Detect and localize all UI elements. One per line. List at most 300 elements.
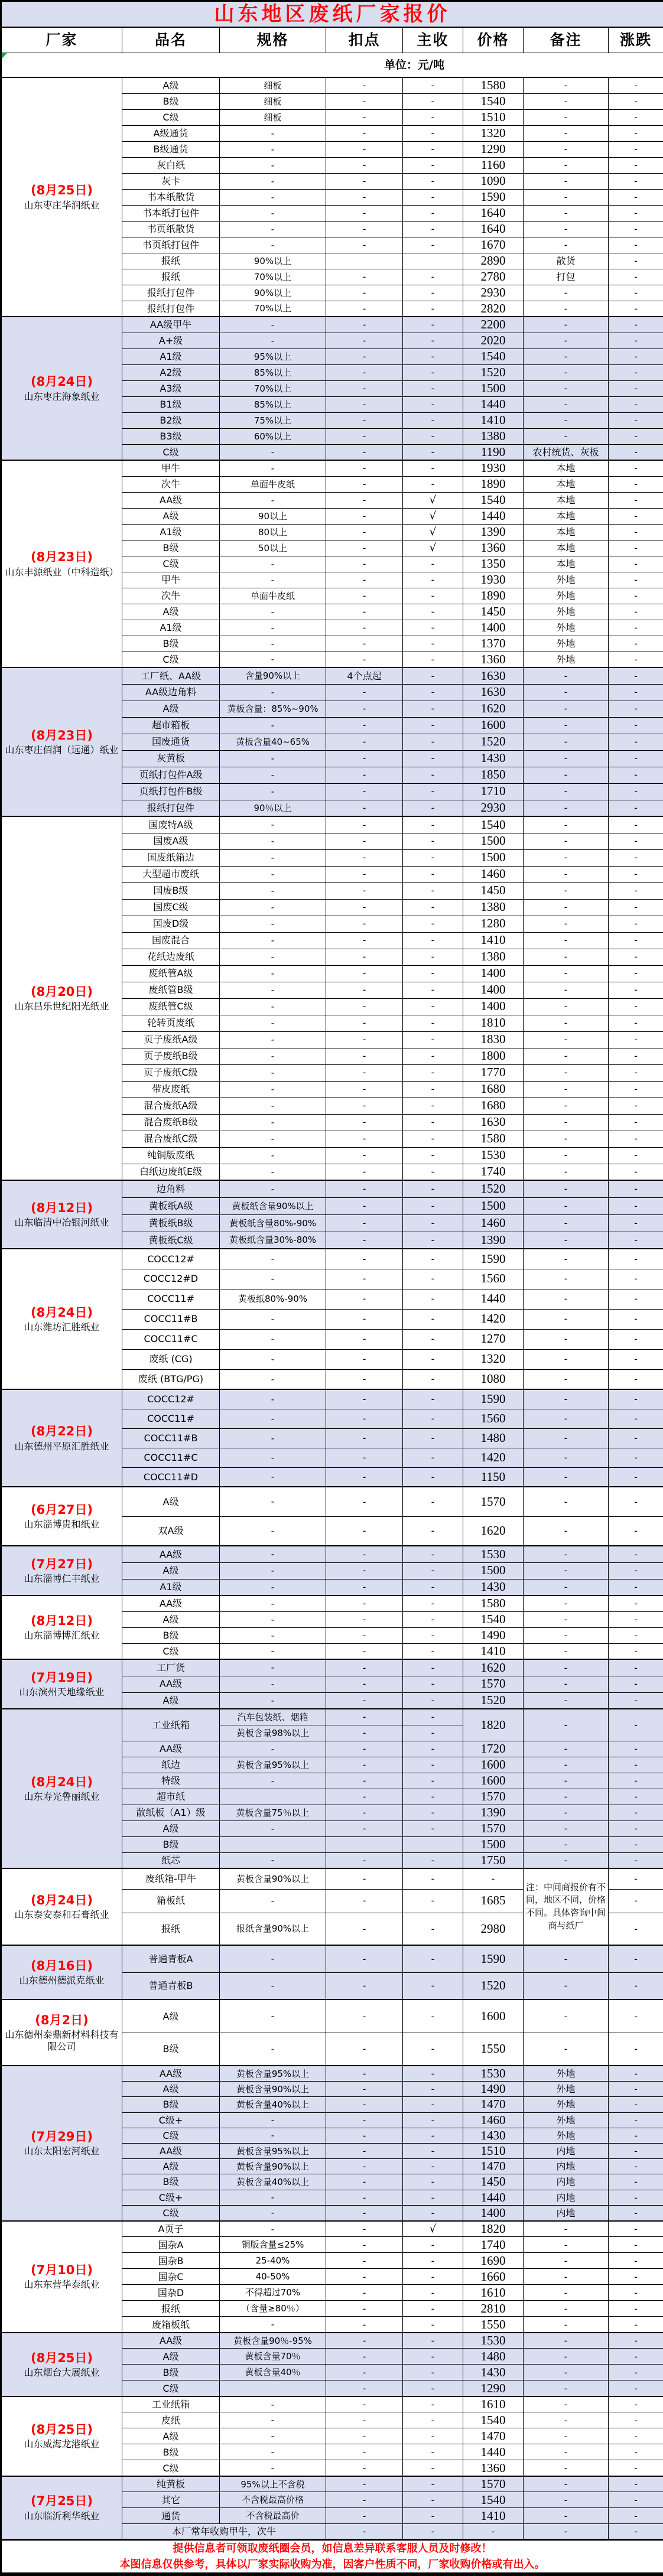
cell-spec: 黄板含量40~65% [220, 734, 326, 750]
cell-remark: 外地 [524, 588, 609, 604]
factory-cell [1, 317, 122, 460]
cell-spec: 50以上 [220, 540, 326, 556]
quote-date: (8月2日) [3, 2013, 121, 2028]
cell-price: 1930 [463, 460, 524, 476]
cell-price: 1490 [463, 1627, 524, 1643]
cell-remark: - [524, 364, 609, 380]
cell-main-collect: - [403, 2365, 463, 2380]
cell-remark: - [524, 1081, 609, 1098]
cell-product: 超市箱板 [122, 717, 220, 734]
cell-remark: - [524, 2412, 609, 2428]
cell-main-collect: - [403, 849, 463, 866]
cell-product: A1级 [122, 349, 220, 364]
factory-cell [1, 1709, 122, 1868]
factory-cell [1, 1595, 122, 1659]
cell-price: 1440 [463, 1289, 524, 1309]
cell-remark: 本地 [524, 476, 609, 492]
cell-price: 1590 [463, 1945, 524, 1972]
cell-price: 1810 [463, 1015, 524, 1031]
cell-product: 国杂A [122, 2237, 220, 2253]
cell-price: 1450 [463, 2174, 524, 2190]
cell-product: A页子 [122, 2221, 220, 2237]
cell-change: - [609, 2066, 663, 2082]
cell-price: 1600 [463, 1757, 524, 1773]
cell-change: - [609, 1015, 663, 1031]
cell-deduction: - [326, 317, 403, 333]
cell-spec: - [220, 1081, 326, 1098]
cell-deduction: - [326, 1945, 403, 1972]
cell-change: - [609, 604, 663, 620]
cell-product: 书页纸打包件 [122, 237, 220, 253]
cell-product: A级 [122, 1692, 220, 1709]
cell-price: 1320 [463, 125, 524, 141]
cell-remark: - [524, 1467, 609, 1487]
cell-main-collect: - [403, 412, 463, 428]
cell-deduction: - [326, 476, 403, 492]
cell-change: - [609, 1546, 663, 1562]
cell-remark: - [524, 2349, 609, 2365]
cell-price: 1570 [463, 1487, 524, 1516]
cell-product: B级 [122, 540, 220, 556]
cell-change: - [609, 1659, 663, 1676]
cell-deduction: - [326, 1289, 403, 1309]
cell-price: 1560 [463, 1269, 524, 1289]
cell-remark: - [524, 684, 609, 701]
cell-deduction: - [326, 2444, 403, 2460]
cell-deduction: - [326, 1031, 403, 1048]
cell-price: 1750 [463, 1852, 524, 1868]
cell-spec: - [220, 1467, 326, 1487]
cell-remark: - [524, 1611, 609, 1627]
cell-price: 1520 [463, 1692, 524, 1709]
cell-price: 1190 [463, 444, 524, 460]
cell-spec: 细板 [220, 93, 326, 109]
cell-main-collect: - [403, 1889, 463, 1913]
cell-product: 国废混合 [122, 932, 220, 949]
cell-remark: - [524, 1147, 609, 1164]
cell-price: 1090 [463, 173, 524, 189]
cell-change: - [609, 2221, 663, 2237]
cell-deduction: - [326, 2174, 403, 2190]
cell-remark: - [524, 1773, 609, 1789]
cell-change: - [609, 1428, 663, 1448]
cell-change: - [609, 572, 663, 588]
cell-deduction: - [326, 734, 403, 750]
cell-main-collect: - [403, 2066, 463, 2082]
cell-deduction: - [326, 1611, 403, 1627]
cell-main-collect: - [403, 667, 463, 684]
cell-deduction: - [326, 556, 403, 572]
cell-spec: - [220, 1180, 326, 1197]
cell-deduction: - [326, 1197, 403, 1214]
cell-deduction [326, 1836, 403, 1852]
cell-spec: 黄板含量95%以上 [220, 2066, 326, 2082]
cell-deduction: - [326, 1369, 403, 1389]
cell-change: - [609, 2143, 663, 2158]
cell-main-collect: - [403, 2476, 463, 2492]
cell-remark: - [524, 2269, 609, 2285]
cell-change: - [609, 77, 663, 93]
cell-remark: 内地 [524, 2143, 609, 2158]
quote-date: (8月25日) [3, 2422, 121, 2437]
cell-remark: 外地 [524, 2112, 609, 2128]
cell-main-collect: - [403, 1579, 463, 1595]
cell-price: 1520 [463, 1972, 524, 1999]
cell-price: 1390 [463, 524, 524, 540]
cell-deduction: - [326, 380, 403, 396]
cell-spec: 95%以上 [220, 349, 326, 364]
cell-main-collect: - [403, 1611, 463, 1627]
cell-price: 1290 [463, 2380, 524, 2396]
cell-main-collect: - [403, 1249, 463, 1269]
cell-price: 1390 [463, 1232, 524, 1249]
cell-main-collect: - [403, 949, 463, 965]
cell-spec: - [220, 916, 326, 932]
cell-price: 1280 [463, 916, 524, 932]
cell-product: 工厂纸、AA级 [122, 667, 220, 684]
cell-change: - [609, 652, 663, 667]
cell-deduction: - [326, 1913, 403, 1945]
cell-deduction: - [326, 1789, 403, 1805]
quote-date: (7月10日) [3, 2263, 121, 2278]
cell-spec: 汽车包装纸、烟箱 [220, 1709, 326, 1725]
cell-main-collect: - [403, 1081, 463, 1098]
quote-date: (8月12日) [3, 1614, 121, 1629]
cell-main-collect: √ [403, 524, 463, 540]
cell-main-collect: - [403, 205, 463, 221]
cell-price: 1710 [463, 783, 524, 800]
cell-deduction [326, 253, 403, 269]
cell-change: - [609, 380, 663, 396]
cell-spec: - [220, 1349, 326, 1369]
cell-spec: 报纸含量90%以上 [220, 1913, 326, 1945]
cell-change: - [609, 1773, 663, 1789]
cell-deduction: - [326, 1999, 403, 2033]
cell-product: 页子废纸A级 [122, 1031, 220, 1048]
company-name: 山东德州泰鼎新材料科技有限公司 [3, 2029, 121, 2051]
cell-main-collect: - [403, 2082, 463, 2097]
cell-price: - [463, 2524, 524, 2540]
cell-product: 废纸管A级 [122, 965, 220, 982]
cell-price: 1460 [463, 2112, 524, 2128]
cell-deduction: - [326, 2476, 403, 2492]
cell-remark: - [524, 1999, 609, 2033]
cell-spec [220, 1836, 326, 1852]
cell-price: 1410 [463, 412, 524, 428]
cell-spec: - [220, 2412, 326, 2428]
cell-deduction: - [326, 2237, 403, 2253]
cell-price: 1570 [463, 1676, 524, 1692]
cell-price: 1410 [463, 932, 524, 949]
cell-deduction: - [326, 2508, 403, 2524]
cell-deduction: - [326, 444, 403, 460]
cell-deduction: - [326, 866, 403, 882]
cell-remark: - [524, 2285, 609, 2301]
cell-spec: - [220, 1131, 326, 1147]
cell-product: COCC11#B [122, 1428, 220, 1448]
cell-change: - [609, 1889, 663, 1913]
cell-change: - [609, 717, 663, 734]
factory-cell [1, 2476, 122, 2540]
cell-deduction: - [326, 2159, 403, 2174]
cell-spec: - [220, 1309, 326, 1329]
cell-deduction: - [326, 684, 403, 701]
cell-main-collect: - [403, 109, 463, 125]
cell-deduction: - [326, 412, 403, 428]
cell-deduction: - [326, 173, 403, 189]
cell-spec: - [220, 1064, 326, 1081]
cell-change: - [609, 476, 663, 492]
cell-deduction: - [326, 899, 403, 916]
cell-remark: 散货 [524, 253, 609, 269]
cell-product: A级 [122, 2428, 220, 2444]
cell-change: - [609, 2128, 663, 2143]
cell-price: 1430 [463, 1579, 524, 1595]
cell-main-collect: - [403, 767, 463, 783]
cell-main-collect [403, 1836, 463, 1852]
cell-remark: - [524, 428, 609, 444]
quote-date: (8月25日) [3, 183, 121, 198]
cell-main-collect: - [403, 1164, 463, 1180]
cell-spec: - [220, 620, 326, 636]
cell-product: C级 [122, 556, 220, 572]
cell-product: 大型超市废纸 [122, 866, 220, 882]
company-name: 山东淄博贵和纸业 [3, 1519, 121, 1530]
cell-remark: - [524, 1972, 609, 1999]
cell-main-collect: - [403, 2253, 463, 2269]
factory-cell [1, 816, 122, 1180]
cell-spec: 黄板含量90%以上 [220, 1868, 326, 1889]
cell-change: - [609, 109, 663, 125]
cell-change: - [609, 636, 663, 652]
cell-price: 2810 [463, 2301, 524, 2317]
cell-remark: - [524, 1562, 609, 1579]
cell-spec: - [220, 1562, 326, 1579]
cell-remark: - [524, 750, 609, 767]
cell-product: AA级边角料 [122, 684, 220, 701]
cell-price: 1740 [463, 1164, 524, 1180]
cell-change: - [609, 833, 663, 849]
cell-deduction: - [326, 588, 403, 604]
cell-price: 1380 [463, 949, 524, 965]
cell-spec: - [220, 460, 326, 476]
cell-deduction: - [326, 767, 403, 783]
footer-note [1, 2540, 663, 2575]
cell-remark: - [524, 1516, 609, 1546]
cell-remark: - [524, 1757, 609, 1773]
cell-spec: 含量90%以上 [220, 667, 326, 684]
cell-spec: - [220, 2428, 326, 2444]
column-header-main-collect: 主收 [403, 27, 463, 53]
cell-change: - [609, 767, 663, 783]
cell-deduction: - [326, 93, 403, 109]
factory-cell [1, 2066, 122, 2221]
cell-deduction: - [326, 1627, 403, 1643]
cell-deduction: - [326, 1269, 403, 1289]
cell-main-collect: - [403, 1852, 463, 1868]
cell-price: 1720 [463, 1741, 524, 1757]
cell-product: 黄板纸B级 [122, 1214, 220, 1232]
cell-remark: - [524, 1249, 609, 1269]
cell-spec: 不得超过70% [220, 2285, 326, 2301]
cell-deduction: - [326, 1757, 403, 1773]
cell-price: 1600 [463, 717, 524, 734]
cell-change: - [609, 508, 663, 524]
cell-remark: 内地 [524, 2159, 609, 2174]
cell-spec: - [220, 833, 326, 849]
cell-deduction: - [326, 1180, 403, 1197]
cell-product: A1级 [122, 524, 220, 540]
cell-deduction: - [326, 460, 403, 476]
cell-price: 1380 [463, 899, 524, 916]
cell-change: - [609, 285, 663, 301]
cell-product: 带皮废纸 [122, 1081, 220, 1098]
cell-deduction: - [326, 1147, 403, 1164]
cell-deduction: - [326, 125, 403, 141]
cell-deduction: - [326, 2492, 403, 2508]
cell-remark: - [524, 1048, 609, 1064]
cell-price: 1470 [463, 2097, 524, 2112]
cell-spec: 70%以上 [220, 301, 326, 317]
cell-main-collect: - [403, 783, 463, 800]
quote-date: (8月16日) [3, 1959, 121, 1973]
cell-product: A级 [122, 701, 220, 717]
cell-product: 废纸 (CG) [122, 1349, 220, 1369]
cell-spec: - [220, 816, 326, 833]
cell-remark: - [524, 1180, 609, 1197]
company-name: 山东淄博博汇纸业 [3, 1630, 121, 1641]
cell-change: - [609, 1913, 663, 1945]
cell-product: 本厂常年收购甲牛，次牛 [122, 2524, 326, 2540]
cell-remark: - [524, 1595, 609, 1611]
cell-change: - [609, 949, 663, 965]
cell-remark: - [524, 1709, 609, 1741]
cell-remark: - [524, 1428, 609, 1448]
cell-price: 1570 [463, 2476, 524, 2492]
cell-deduction: - [326, 1249, 403, 1269]
cell-product: 国废特A级 [122, 816, 220, 833]
cell-spec: - [220, 767, 326, 783]
cell-price: 1270 [463, 1329, 524, 1349]
cell-remark: - [524, 349, 609, 364]
cell-change: - [609, 2097, 663, 2112]
cell-price: 1630 [463, 667, 524, 684]
cell-product: 白纸边废纸E级 [122, 1164, 220, 1180]
cell-product: 报纸 [122, 1913, 220, 1945]
cell-price: 1410 [463, 2508, 524, 2524]
cell-product: 纸芯 [122, 1852, 220, 1868]
cell-change: - [609, 620, 663, 636]
company-name: 山东临沂利华纸业 [3, 2510, 121, 2522]
cell-spec: - [220, 1031, 326, 1048]
cell-main-collect: - [403, 1214, 463, 1232]
cell-remark: - [524, 767, 609, 783]
cell-main-collect: - [403, 1448, 463, 1467]
cell-deduction: - [326, 508, 403, 524]
cell-main-collect: - [403, 2428, 463, 2444]
cell-deduction: - [326, 2396, 403, 2412]
cell-deduction: - [326, 652, 403, 667]
cell-product: A级 [122, 2349, 220, 2365]
cell-remark: - [524, 1114, 609, 1131]
cell-change: - [609, 1467, 663, 1487]
cell-deduction: - [326, 1562, 403, 1579]
cell-main-collect: - [403, 2301, 463, 2317]
cell-price: 1510 [463, 109, 524, 125]
cell-spec: - [220, 2396, 326, 2412]
cell-price: 1540 [463, 93, 524, 109]
cell-price: 1930 [463, 572, 524, 588]
cell-spec [220, 1789, 326, 1805]
cell-deduction: - [326, 1081, 403, 1098]
cell-main-collect: - [403, 652, 463, 667]
cell-product: A1级 [122, 1579, 220, 1595]
cell-product: A+级 [122, 333, 220, 349]
cell-change: - [609, 1232, 663, 1249]
cell-price: 1450 [463, 882, 524, 899]
cell-spec: - [220, 2460, 326, 2476]
cell-spec: 85%以上 [220, 396, 326, 412]
cell-product: 国杂C [122, 2269, 220, 2285]
cell-product: B级 [122, 93, 220, 109]
cell-change: - [609, 1945, 663, 1972]
cell-price: 1890 [463, 476, 524, 492]
cell-change: - [609, 1114, 663, 1131]
cell-deduction: - [326, 1389, 403, 1409]
cell-product: 废纸箱-甲牛 [122, 1868, 220, 1889]
cell-remark: - [524, 2380, 609, 2396]
cell-spec: - [220, 684, 326, 701]
cell-price: 1600 [463, 1999, 524, 2033]
cell-change: - [609, 428, 663, 444]
cell-change: - [609, 816, 663, 833]
cell-price: 1570 [463, 1821, 524, 1836]
cell-remark: - [524, 1692, 609, 1709]
cell-spec: 60%以上 [220, 428, 326, 444]
cell-deduction: - [326, 1131, 403, 1147]
cell-main-collect: - [403, 2333, 463, 2349]
cell-main-collect: - [403, 1692, 463, 1709]
cell-main-collect: - [403, 269, 463, 285]
cell-spec: 黄板纸含量80%-90% [220, 1214, 326, 1232]
cell-product: 纯铜版废纸 [122, 1147, 220, 1164]
cell-price: 1800 [463, 1048, 524, 1064]
cell-change: - [609, 492, 663, 508]
cell-change: - [609, 932, 663, 949]
cell-product: A级 [122, 1999, 220, 2033]
cell-main-collect: - [403, 237, 463, 253]
cell-main-collect: - [403, 1868, 463, 1889]
cell-main-collect: - [403, 1289, 463, 1309]
cell-price: 1440 [463, 396, 524, 412]
cell-spec: - [220, 444, 326, 460]
cell-spec: - [220, 221, 326, 237]
cell-change: - [609, 684, 663, 701]
cell-price: 2980 [463, 1913, 524, 1945]
cell-main-collect: √ [403, 492, 463, 508]
cell-remark: - [524, 734, 609, 750]
cell-main-collect: - [403, 157, 463, 173]
cell-main-collect: - [403, 588, 463, 604]
cell-main-collect: - [403, 189, 463, 205]
cell-price: 1410 [463, 1643, 524, 1659]
cell-price: 1500 [463, 849, 524, 866]
cell-main-collect: - [403, 285, 463, 301]
cell-change: - [609, 205, 663, 221]
factory-cell [1, 1249, 122, 1389]
cell-deduction: - [326, 2269, 403, 2285]
cell-product: 灰卡 [122, 173, 220, 189]
